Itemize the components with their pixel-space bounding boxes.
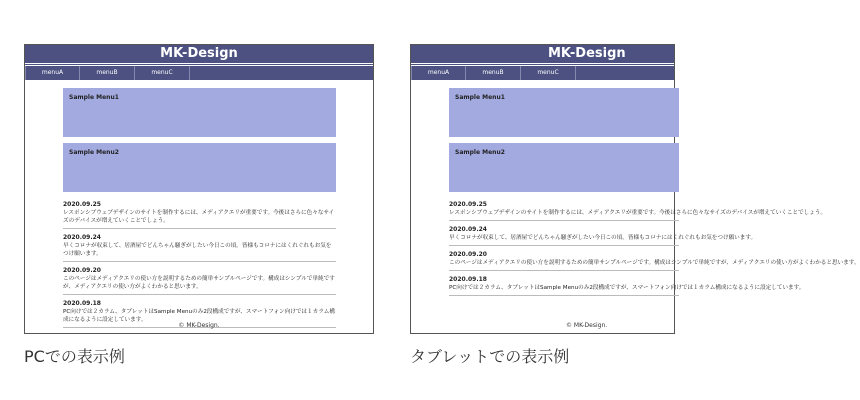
news-date: 2020.09.18 [449,276,487,283]
tablet-screenshot [410,44,860,334]
nav-menu-a[interactable]: menuA [25,66,80,80]
news-text: PC向けでは２カラム、タブレットはSample Menuのみ2段構成ですが、スマートフォン向けでは１カラム構成になるように設定しています。 [63,309,335,323]
sample-menu-1-label: Sample Menu1 [455,94,505,101]
nav-bar [25,66,373,80]
news-list [63,198,336,328]
nav-menu-c[interactable]: menuC [135,66,190,80]
news-date: 2020.09.24 [449,226,487,233]
news-date: 2020.09.20 [449,251,487,258]
pc-caption: PCでの表示例 [24,347,125,366]
news-item [63,264,336,295]
site-title: MK-Design [411,45,674,63]
news-item [449,223,757,246]
news-item [63,231,336,262]
news-list [449,198,860,296]
sample-menu-2-label: Sample Menu2 [69,149,119,156]
nav-bar [411,66,674,80]
sample-menu-1[interactable] [63,88,336,137]
sample-menu-2[interactable] [449,143,679,192]
news-date: 2020.09.25 [63,201,101,208]
main-content [449,88,860,298]
sample-menu-2-label: Sample Menu2 [455,149,505,156]
site-footer: © MK-Design. [178,322,220,329]
news-item [449,248,860,271]
news-item [449,273,805,296]
news-text: 早くコロナが収束して、居酒屋でどんちゃん騒ぎがしたい今日この頃。皆様もコロナにはくれぐれもお気をつけ願います。 [449,235,757,241]
news-text: レスポンシブウェブデザインのサイトを制作するには、メディアクエリが重要です。今後はさらに色々なサイズのデバイスが増えていくことでしょう。 [63,210,335,224]
news-date: 2020.09.25 [449,201,487,208]
sample-menu-1[interactable] [449,88,679,137]
nav-menu-c[interactable]: menuC [521,66,576,80]
tablet-caption: タブレットでの表示例 [410,347,570,366]
news-text: レスポンシブウェブデザインのサイトを制作するには、メディアクエリが重要です。今後はさらに色々なサイズのデバイスが増えていくことでしょう。 [449,210,827,216]
nav-menu-b[interactable]: menuB [466,66,521,80]
news-date: 2020.09.20 [63,267,101,274]
news-item [449,198,827,221]
sample-menu-1-label: Sample Menu1 [69,94,119,101]
nav-menu-b[interactable]: menuB [80,66,135,80]
news-text: このページはメディアクエリの使い方を説明するための簡単サンプルページです。構成はシンプルで単純ですが、メディアクエリの使い方がよくわかると思います。 [449,260,860,266]
header-divider [411,64,674,65]
news-text: 早くコロナが収束して、居酒屋でどんちゃん騒ぎがしたい今日この頃。皆様もコロナにはくれぐれもお気をつけ願います。 [63,243,332,257]
pc-screenshot [24,44,374,334]
site-title: MK-Design [25,45,373,63]
nav-menu-a[interactable]: menuA [411,66,466,80]
news-text: PC向けでは２カラム、タブレットはSample Menuのみ2段構成ですが、スマートフォン向けでは１カラム構成になるように設定しています。 [449,285,805,291]
sample-menu-2[interactable] [63,143,336,192]
news-date: 2020.09.18 [63,300,101,307]
news-item [63,198,336,229]
site-footer: © MK-Design. [566,322,608,329]
header-divider [25,64,373,65]
news-text: このページはメディアクエリの使い方を説明するための簡単サンプルページです。構成はシンプルで単純ですが、メディアクエリの使い方がよくわかると思います。 [63,276,335,290]
news-date: 2020.09.24 [63,234,101,241]
main-content [63,88,336,330]
